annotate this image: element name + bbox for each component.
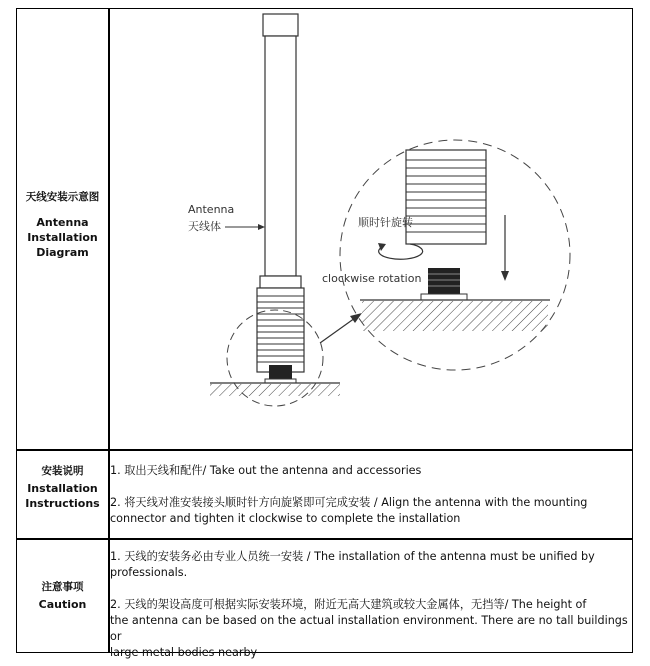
diagram-label-en-3: Diagram <box>36 246 89 259</box>
row-divider <box>16 538 633 540</box>
instructions-label-en-1: Installation <box>27 482 98 495</box>
zoomed-mount-connector <box>428 268 460 294</box>
caution-item-2-line-3: large metal bodies nearby <box>110 646 258 659</box>
instruction-step-2-line-2: connector and tighten it clockwise to complete the installation <box>110 512 461 525</box>
caution-item-1-line-1: 1. 天线的安装务必由专业人员统一安装 / The installation of the antenna must be unified by <box>110 550 595 563</box>
instructions-row-label <box>17 464 108 511</box>
zoomed-ground <box>362 301 548 331</box>
ground-surface <box>210 384 340 396</box>
antenna-label-en: Antenna <box>188 203 235 216</box>
diagram-row-label <box>17 190 108 260</box>
antenna-threaded-base <box>257 288 304 372</box>
instruction-step-2-line-1: 2. 将天线对准安装接头顺时针方向旋紧即可完成安装 / Align the antenna with the mounting <box>110 496 588 509</box>
antenna-label-zh: 天线体 <box>188 220 221 233</box>
diagram-label-en-1: Antenna <box>36 216 89 229</box>
mount-connector <box>269 365 292 379</box>
down-arrow-icon <box>501 271 509 281</box>
diagram-label-zh: 天线安装示意图 <box>25 191 100 203</box>
instructions-label-zh: 安装说明 <box>41 465 84 477</box>
caution-item-1-line-2: professionals. <box>110 566 188 579</box>
caution-row-label <box>17 580 108 612</box>
antenna-body <box>265 36 296 276</box>
caution-item-2-line-1: 2. 天线的架设高度可根据实际安装环境，附近无高大建筑或较大金属体，无挡等/ The height of <box>110 598 587 611</box>
rotation-arrow-icon <box>379 244 423 259</box>
caution-content <box>110 549 630 661</box>
caution-label-zh: 注意事项 <box>41 581 84 593</box>
caution-item-2-line-2: the antenna can be based on the actual installation environment. There are no tall buildings or <box>110 614 628 643</box>
rotation-label-en: clockwise rotation <box>322 272 422 285</box>
instructions-content <box>110 463 630 527</box>
instruction-step-1: 1. 取出天线和配件/ Take out the antenna and accessories <box>110 464 422 477</box>
antenna-installation-diagram <box>110 10 630 450</box>
instructions-label-en-2: Instructions <box>25 497 100 510</box>
diagram-label-en-2: Installation <box>27 231 98 244</box>
zoomed-antenna-base <box>406 150 486 244</box>
antenna-tip <box>263 14 298 36</box>
rotation-label-zh: 顺时针旋转 <box>358 216 413 229</box>
caution-label-en: Caution <box>38 598 87 611</box>
